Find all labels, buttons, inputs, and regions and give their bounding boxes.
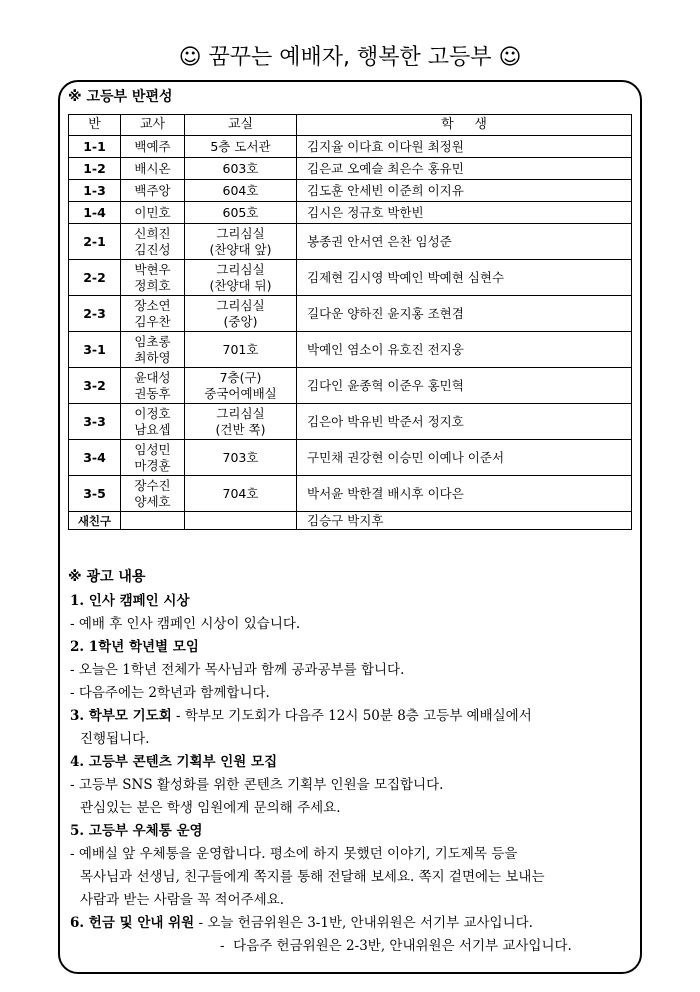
teacher-name: 임성민 xyxy=(134,441,171,457)
room-line: 그리심실 xyxy=(216,225,265,241)
students-cell: 김은교 오예슬 최은수 홍유민 xyxy=(297,158,632,180)
room-line: 그리심실 xyxy=(216,261,265,277)
notice-line: - 오늘은 1학년 전체가 목사님과 함께 공과공부를 합니다. xyxy=(70,662,405,678)
teacher-name: 남요셉 xyxy=(134,421,171,437)
room-cell xyxy=(185,404,297,440)
header-teacher: 교사 xyxy=(121,115,185,136)
page-title: ☺ 꿈꾸는 예배자, 행복한 고등부 ☺ xyxy=(178,45,522,70)
students-cell: 김은아 박유빈 박준서 정지호 xyxy=(297,404,632,440)
notices-list xyxy=(70,590,636,958)
roster-row xyxy=(69,260,632,296)
students-cell: 김시은 정규호 박한빈 xyxy=(297,202,632,224)
notice-line: - 고등부 SNS 활성화를 위한 콘텐츠 기획부 인원을 모집합니다. xyxy=(70,777,444,793)
teacher-name: 최하영 xyxy=(134,349,171,365)
notice-inline-text: - 오늘 헌금위원은 3-1반, 안내위원은 서기부 교사입니다. xyxy=(194,915,533,931)
room-line: (건반 쪽) xyxy=(215,421,266,437)
teacher-cell xyxy=(121,332,185,368)
teacher-name: 배시온 xyxy=(134,160,171,176)
teacher-name: 신희진 xyxy=(134,225,171,241)
teacher-cell xyxy=(121,476,185,512)
room-line: 604호 xyxy=(222,182,259,198)
notice-line: - 다음주에는 2학년과 함께합니다. xyxy=(70,685,270,701)
teacher-cell xyxy=(121,368,185,404)
students-cell: 구민채 권강현 이승민 이예나 이준서 xyxy=(297,440,632,476)
notice-item xyxy=(70,912,636,935)
class-cell: 2-3 xyxy=(69,296,121,332)
roster-row xyxy=(69,224,632,260)
teacher-cell xyxy=(121,224,185,260)
teacher-name: 백예주 xyxy=(134,138,171,154)
room-line: 5층 도서관 xyxy=(210,138,271,154)
notice-item xyxy=(70,590,636,613)
room-line: 704호 xyxy=(222,485,259,501)
room-cell xyxy=(185,512,297,530)
class-cell: 2-2 xyxy=(69,260,121,296)
students-cell: 봉종권 안서연 은찬 임성준 xyxy=(297,224,632,260)
header-class: 반 xyxy=(69,115,121,136)
class-cell: 2-1 xyxy=(69,224,121,260)
roster-row xyxy=(69,512,632,530)
teacher-cell xyxy=(121,180,185,202)
notice-line: - 예배 후 인사 캠페인 시상이 있습니다. xyxy=(70,616,301,632)
teacher-name: 임초롱 xyxy=(134,333,171,349)
roster-row xyxy=(69,202,632,224)
teacher-cell xyxy=(121,136,185,158)
room-line: 603호 xyxy=(222,160,259,176)
roster-heading: ※ 고등부 반편성 xyxy=(68,89,173,105)
header-room: 교실 xyxy=(185,115,297,136)
teacher-name: 양세호 xyxy=(134,493,171,509)
room-line: 605호 xyxy=(222,204,259,220)
room-cell xyxy=(185,440,297,476)
teacher-name: 윤대성 xyxy=(134,369,171,385)
class-cell: 3-1 xyxy=(69,332,121,368)
room-line: 중국어예배실 xyxy=(204,385,277,401)
room-line: 703호 xyxy=(222,449,259,465)
class-cell: 1-3 xyxy=(69,180,121,202)
students-cell: 김제현 김시영 박예인 박예현 심현수 xyxy=(297,260,632,296)
students-cell: 길다운 양하진 윤지홍 조현겸 xyxy=(297,296,632,332)
notice-line: - 예배실 앞 우체통을 운영합니다. 평소에 하지 못했던 이야기, 기도제목 등을 xyxy=(70,846,518,862)
roster-row xyxy=(69,368,632,404)
students-cell: 김다인 윤종혁 이준우 홍민혁 xyxy=(297,368,632,404)
teacher-name: 박현우 xyxy=(134,261,171,277)
teacher-name: 김우찬 xyxy=(134,313,171,329)
class-cell: 1-1 xyxy=(69,136,121,158)
students-cell: 박예인 염소이 유호진 전지웅 xyxy=(297,332,632,368)
roster-row xyxy=(69,158,632,180)
header-students: 학 생 xyxy=(297,115,632,136)
class-cell: 1-4 xyxy=(69,202,121,224)
notice-continuation: 사람과 받는 사람을 꼭 적어주세요. xyxy=(80,892,285,908)
teacher-name: 권동후 xyxy=(134,385,171,401)
notice-title: 4. 고등부 콘텐츠 기획부 인원 모집 xyxy=(70,754,278,770)
room-cell xyxy=(185,260,297,296)
room-cell xyxy=(185,180,297,202)
room-cell xyxy=(185,476,297,512)
teacher-cell xyxy=(121,296,185,332)
teacher-cell xyxy=(121,202,185,224)
teacher-cell xyxy=(121,260,185,296)
room-cell xyxy=(185,136,297,158)
teacher-cell xyxy=(121,404,185,440)
teacher-name: 정희호 xyxy=(134,277,171,293)
students-cell: 김승구 박지후 xyxy=(297,512,632,530)
class-cell: 새친구 xyxy=(69,512,121,530)
room-line: (찬양대 앞) xyxy=(209,241,272,257)
class-cell: 1-2 xyxy=(69,158,121,180)
room-cell xyxy=(185,224,297,260)
roster-row xyxy=(69,180,632,202)
room-cell xyxy=(185,202,297,224)
teacher-name: 이정호 xyxy=(134,405,171,421)
notices-heading: ※ 광고 내용 xyxy=(68,569,146,585)
notice-item xyxy=(70,751,636,774)
teacher-cell xyxy=(121,158,185,180)
notice-item xyxy=(70,705,636,728)
roster-table xyxy=(68,114,632,530)
roster-row xyxy=(69,332,632,368)
teacher-name: 백주앙 xyxy=(134,182,171,198)
notice-continuation: - 다음주 헌금위원은 2-3반, 안내위원은 서기부 교사입니다. xyxy=(220,938,572,954)
room-line: (찬양대 뒤) xyxy=(209,277,272,293)
room-line: 701호 xyxy=(222,341,259,357)
notice-title: 1. 인사 캠페인 시상 xyxy=(70,593,190,609)
class-cell: 3-4 xyxy=(69,440,121,476)
room-line: (중앙) xyxy=(223,313,258,329)
room-cell xyxy=(185,158,297,180)
students-cell: 김도훈 안세빈 이준희 이지유 xyxy=(297,180,632,202)
notice-title: 6. 헌금 및 안내 위원 xyxy=(70,915,195,931)
notice-title: 5. 고등부 우체통 운영 xyxy=(70,823,203,839)
students-cell: 김지율 이다효 이다원 최정원 xyxy=(297,136,632,158)
teacher-name: 이민호 xyxy=(134,204,171,220)
class-cell: 3-5 xyxy=(69,476,121,512)
teacher-cell xyxy=(121,512,185,530)
roster-header-row xyxy=(69,115,632,136)
room-cell xyxy=(185,332,297,368)
teacher-cell xyxy=(121,440,185,476)
room-line: 그리심실 xyxy=(216,297,265,313)
roster-row xyxy=(69,440,632,476)
roster-row xyxy=(69,136,632,158)
notice-inline-text: - 학부모 기도회가 다음주 12시 50분 8층 고등부 예배실에서 xyxy=(171,708,532,724)
notice-continuation: 목사님과 선생님, 친구들에게 쪽지를 통해 전달해 보세요. 쪽지 겉면에는 보내는 xyxy=(80,869,545,885)
room-line: 7층(구) xyxy=(219,369,262,385)
teacher-name: 장수진 xyxy=(134,477,171,493)
notice-continuation: 진행됩니다. xyxy=(80,731,150,747)
roster-row xyxy=(69,404,632,440)
teacher-name: 마경훈 xyxy=(134,457,171,473)
notice-continuation: 관심있는 분은 학생 임원에게 문의해 주세요. xyxy=(80,800,341,816)
teacher-name: 김진성 xyxy=(134,241,171,257)
roster-row xyxy=(69,476,632,512)
students-cell: 박서윤 박한결 배시후 이다은 xyxy=(297,476,632,512)
room-line: 그리심실 xyxy=(216,405,265,421)
room-cell xyxy=(185,368,297,404)
class-cell: 3-3 xyxy=(69,404,121,440)
notice-title: 2. 1학년 학년별 모임 xyxy=(70,639,199,655)
notice-item xyxy=(70,636,636,659)
roster-row xyxy=(69,296,632,332)
notice-title: 3. 학부모 기도회 xyxy=(70,708,172,724)
teacher-name: 장소연 xyxy=(134,297,171,313)
room-cell xyxy=(185,296,297,332)
notice-item xyxy=(70,820,636,843)
class-cell: 3-2 xyxy=(69,368,121,404)
